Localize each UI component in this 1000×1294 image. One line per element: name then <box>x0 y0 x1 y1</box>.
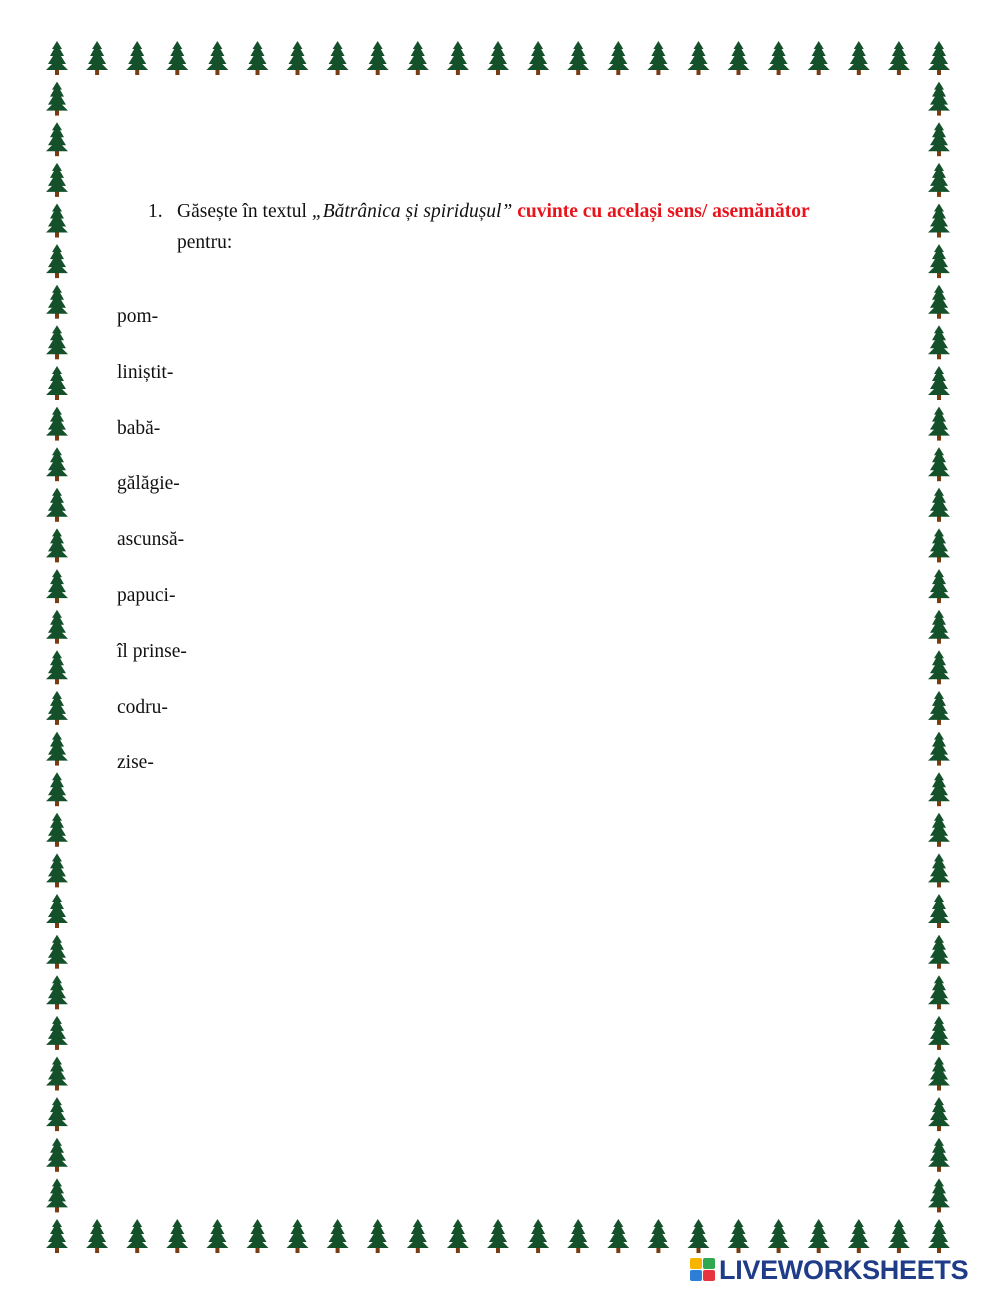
word-item: codru- <box>117 696 168 718</box>
pine-tree-icon <box>848 41 870 75</box>
pine-tree-icon <box>928 82 950 116</box>
pine-tree-icon <box>768 41 790 75</box>
pine-tree-icon <box>46 1219 68 1253</box>
pine-tree-icon <box>647 1219 669 1253</box>
pine-tree-icon <box>46 82 68 116</box>
pine-tree-icon <box>46 610 68 644</box>
pine-tree-icon <box>728 41 750 75</box>
word-item: papuci- <box>117 584 176 606</box>
word-item: ascunsă- <box>117 529 185 551</box>
pine-tree-icon <box>46 1138 68 1172</box>
word-item: îl prinse- <box>117 640 187 662</box>
pine-tree-icon <box>247 1219 269 1253</box>
pine-tree-icon <box>688 41 710 75</box>
pine-tree-icon <box>46 285 68 319</box>
pine-tree-icon <box>46 935 68 969</box>
pine-tree-icon <box>928 528 950 562</box>
pine-tree-icon <box>928 488 950 522</box>
word-item: zise- <box>117 752 154 774</box>
pine-tree-icon <box>46 447 68 481</box>
pine-tree-icon <box>46 528 68 562</box>
pine-tree-icon <box>86 41 108 75</box>
pine-tree-icon <box>928 610 950 644</box>
pine-tree-icon <box>407 41 429 75</box>
pine-tree-icon <box>928 691 950 725</box>
pine-tree-icon <box>928 935 950 969</box>
pine-tree-icon <box>928 244 950 278</box>
pine-tree-icon <box>126 1219 148 1253</box>
pine-tree-icon <box>46 772 68 806</box>
pine-tree-icon <box>166 1219 188 1253</box>
pine-tree-icon <box>327 41 349 75</box>
pine-tree-icon <box>46 1097 68 1131</box>
pine-tree-icon <box>287 1219 309 1253</box>
pine-tree-icon <box>46 41 68 75</box>
pine-tree-icon <box>808 1219 830 1253</box>
pine-tree-icon <box>46 853 68 887</box>
pine-tree-icon <box>86 1219 108 1253</box>
pine-tree-icon <box>247 41 269 75</box>
pine-tree-icon <box>928 407 950 441</box>
pine-tree-icon <box>46 204 68 238</box>
pine-tree-icon <box>46 569 68 603</box>
pine-tree-icon <box>928 732 950 766</box>
pine-tree-icon <box>46 1178 68 1212</box>
pine-tree-icon <box>928 1097 950 1131</box>
pine-tree-icon <box>46 325 68 359</box>
instruction-prefix: Găsește în textul <box>177 201 307 222</box>
pine-tree-icon <box>46 366 68 400</box>
pine-tree-icon <box>928 1178 950 1212</box>
pine-tree-icon <box>607 41 629 75</box>
pine-tree-icon <box>928 447 950 481</box>
word-item: liniștit- <box>117 361 174 383</box>
instruction-highlight: cuvinte cu același sens/ asemănător <box>517 201 810 222</box>
pine-tree-icon <box>166 41 188 75</box>
pine-tree-icon <box>848 1219 870 1253</box>
word-item: gălăgie- <box>117 473 180 495</box>
pine-tree-icon <box>46 975 68 1009</box>
pine-tree-icon <box>928 1016 950 1050</box>
pine-tree-icon <box>928 366 950 400</box>
brand-name: LIVEWORKSHEETS <box>719 1255 969 1285</box>
pine-tree-icon <box>567 1219 589 1253</box>
pine-tree-icon <box>46 732 68 766</box>
pine-tree-icon <box>46 894 68 928</box>
pine-tree-icon <box>46 813 68 847</box>
pine-tree-icon <box>768 1219 790 1253</box>
pine-tree-icon <box>46 163 68 197</box>
pine-tree-icon <box>928 975 950 1009</box>
pine-tree-icon <box>567 41 589 75</box>
pine-tree-icon <box>808 41 830 75</box>
pine-tree-icon <box>928 1219 950 1253</box>
pine-tree-icon <box>728 1219 750 1253</box>
pine-tree-icon <box>367 41 389 75</box>
pine-tree-icon <box>327 1219 349 1253</box>
word-item: pom- <box>117 306 159 327</box>
instruction-suffix: pentru: <box>177 232 233 253</box>
pine-tree-icon <box>647 41 669 75</box>
pine-tree-icon <box>527 41 549 75</box>
pine-tree-icon <box>688 1219 710 1253</box>
pine-tree-icon <box>928 772 950 806</box>
pine-tree-icon <box>928 894 950 928</box>
pine-tree-icon <box>447 1219 469 1253</box>
pine-tree-icon <box>928 285 950 319</box>
pine-tree-icon <box>607 1219 629 1253</box>
pine-tree-icon <box>928 325 950 359</box>
exercise-instruction <box>148 196 848 258</box>
word-list <box>117 303 187 805</box>
pine-tree-icon <box>46 1057 68 1091</box>
pine-tree-icon <box>928 122 950 156</box>
pine-tree-icon <box>46 650 68 684</box>
pine-tree-icon <box>206 41 228 75</box>
pine-tree-icon <box>928 41 950 75</box>
pine-tree-icon <box>367 1219 389 1253</box>
pine-tree-icon <box>928 204 950 238</box>
pine-tree-icon <box>46 122 68 156</box>
instruction-text <box>177 196 848 258</box>
pine-tree-icon <box>928 163 950 197</box>
pine-tree-icon <box>46 244 68 278</box>
pine-tree-icon <box>527 1219 549 1253</box>
pine-tree-icon <box>888 41 910 75</box>
liveworksheets-logo-icon <box>690 1258 716 1282</box>
pine-tree-icon <box>46 407 68 441</box>
pine-tree-icon <box>46 691 68 725</box>
liveworksheets-brand[interactable] <box>690 1254 968 1286</box>
pine-tree-icon <box>928 569 950 603</box>
pine-tree-icon <box>206 1219 228 1253</box>
pine-tree-icon <box>46 488 68 522</box>
pine-tree-icon <box>888 1219 910 1253</box>
word-item: babă- <box>117 417 161 439</box>
pine-tree-icon <box>487 1219 509 1253</box>
pine-tree-icon <box>447 41 469 75</box>
exercise-number: 1. <box>148 201 163 222</box>
pine-tree-icon <box>287 41 309 75</box>
pine-tree-icon <box>928 853 950 887</box>
story-title: „Bătrânica și spiridușul” <box>311 201 513 222</box>
pine-tree-icon <box>407 1219 429 1253</box>
pine-tree-icon <box>126 41 148 75</box>
pine-tree-icon <box>46 1016 68 1050</box>
pine-tree-icon <box>928 650 950 684</box>
pine-tree-icon <box>487 41 509 75</box>
pine-tree-icon <box>928 1057 950 1091</box>
pine-tree-icon <box>928 1138 950 1172</box>
pine-tree-icon <box>928 813 950 847</box>
